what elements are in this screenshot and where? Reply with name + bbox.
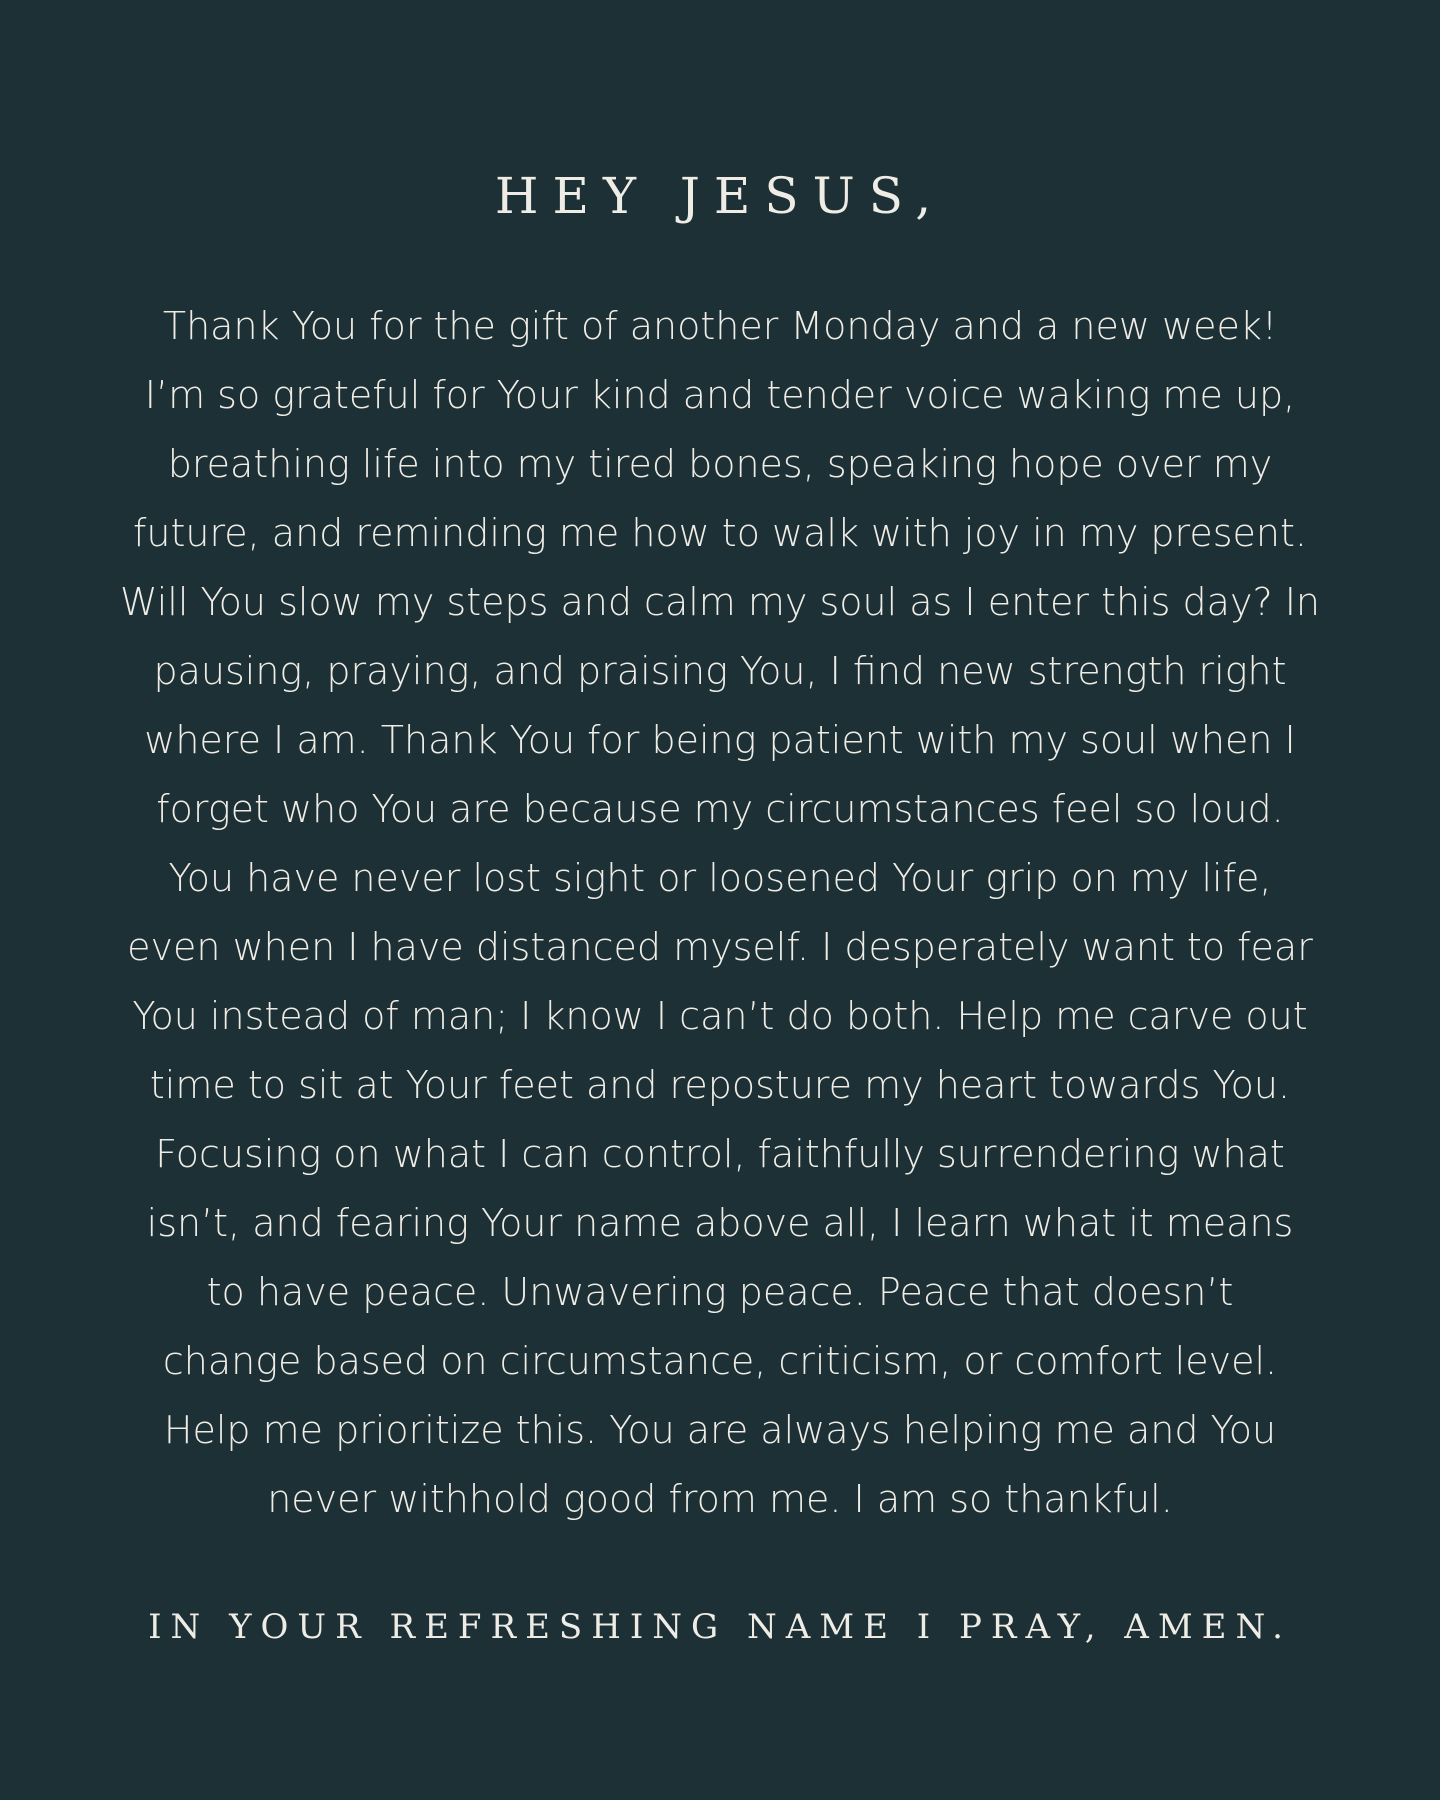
prayer-line: breathing life into my tired bones, speaking hope over my — [167, 442, 1273, 486]
prayer-line: You instead of man; I know I can’t do both. Help me carve out — [132, 994, 1308, 1038]
prayer-line: future, and reminding me how to walk with joy in my present. — [133, 511, 1307, 555]
prayer-line: I’m so grateful for Your kind and tender voice waking me up, — [144, 373, 1296, 417]
prayer-closing: IN YOUR REFRESHING NAME I PRAY, AMEN. — [148, 1607, 1292, 1647]
prayer-line: time to sit at Your feet and reposture my heart towards You. — [149, 1063, 1291, 1107]
prayer-body — [0, 292, 1440, 1534]
prayer-line: to have peace. Unwavering peace. Peace that doesn’t — [206, 1270, 1234, 1314]
prayer-line: where I am. Thank You for being patient with my soul when I — [144, 718, 1296, 762]
prayer-line: Help me prioritize this. You are always helping me and You — [163, 1408, 1277, 1452]
prayer-line: Focusing on what I can control, faithfully surrendering what — [155, 1132, 1285, 1176]
prayer-line: Thank You for the gift of another Monday and a new week! — [162, 304, 1278, 348]
prayer-line: forget who You are because my circumstances feel so loud. — [156, 787, 1284, 831]
prayer-line: Will You slow my steps and calm my soul as I enter this day? In — [120, 580, 1320, 624]
prayer-line: change based on circumstance, criticism, or comfort level. — [162, 1339, 1278, 1383]
prayer-line: never withhold good from me. I am so thankful. — [267, 1477, 1173, 1521]
prayer-heading: HEY JESUS, — [494, 167, 946, 225]
prayer-line: even when I have distanced myself. I desperately want to fear — [127, 925, 1313, 969]
prayer-line: You have never lost sight or loosened Your grip on my life, — [168, 856, 1272, 900]
prayer-line: isn’t, and fearing Your name above all, I learn what it means — [146, 1201, 1294, 1245]
prayer-line: pausing, praying, and praising You, I find new strength right — [153, 649, 1287, 693]
